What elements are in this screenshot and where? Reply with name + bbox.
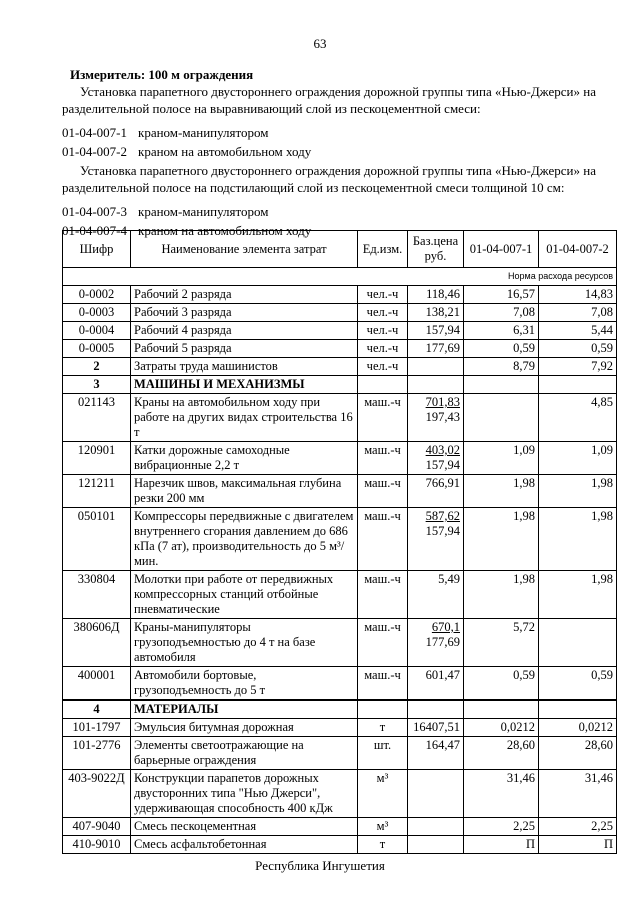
cell-unit: чел.-ч [358,322,408,340]
cell-price: 157,94 [408,322,464,340]
section-code: 3 [63,376,131,394]
cell-code: 0-0005 [63,340,131,358]
cell-name: Автомобили бортовые, грузоподъемность до 5 т [131,667,358,701]
cell-name: Смесь пескоцементная [131,818,358,836]
header-code: Шифр [63,231,131,268]
cell-unit: чел.-ч [358,340,408,358]
table-header-row [63,231,617,268]
price-main: 766,91 [425,476,460,490]
cell-code: 121211 [63,475,131,508]
section-row [63,376,617,394]
cell-v1: 6,31 [464,322,539,340]
table-row [63,770,617,818]
cell-code: 330804 [63,571,131,619]
intro-paragraph-2: Установка парапетного двустороннего ограждения дорожной группы типа «Нью-Джерси» на разделительной полосе на подстилающий слой из пескоцементной смеси толщиной 10 см: [62,163,596,195]
code-1-text: краном-манипулятором [138,125,269,140]
price-secondary: 177,69 [425,635,460,649]
table-row [63,394,617,442]
cell-name: Рабочий 4 разряда [131,322,358,340]
cell-code: 050101 [63,508,131,571]
cell-v2: 2,25 [539,818,617,836]
cell-v2: 4,85 [539,394,617,442]
section-row [63,700,617,719]
cell-name: Затраты труда машинистов [131,358,358,376]
cell-code: 2 [63,358,131,376]
cell-v2: 1,98 [539,571,617,619]
cell-price: 16407,51 [408,719,464,737]
cell-name: Компрессоры передвижные с двигателем внутреннего сгорания давлением до 686 кПа (7 ат), производительность до 5 м³/мин. [131,508,358,571]
cell-unit: м³ [358,818,408,836]
price-secondary: 157,94 [425,524,460,538]
table-row [63,442,617,475]
code-4-text: краном на автомобильном ходу [138,223,312,238]
cell-name: Конструкции парапетов дорожных двусторонних типа "Нью Джерси", удерживающая способность 400 кДж [131,770,358,818]
cell-name: Рабочий 2 разряда [131,286,358,304]
code-1: 01-04-007-1 [62,125,127,140]
meter-title: Измеритель: 100 м ограждения [70,67,254,82]
resource-table [62,230,617,854]
code-4: 01-04-007-4 [62,223,127,238]
table-row [63,304,617,322]
cell-code: 0-0003 [63,304,131,322]
cell-v2: 0,59 [539,340,617,358]
cell-price [408,508,464,571]
cell-unit: чел.-ч [358,358,408,376]
cell-v2: 0,0212 [539,719,617,737]
cell-v2: П [539,836,617,854]
cell-v2: 7,92 [539,358,617,376]
cell-v1 [464,394,539,442]
code-2-text: краном на автомобильном ходу [138,144,312,159]
price-secondary: 197,43 [425,410,460,424]
cell-price [408,619,464,667]
table-row [63,508,617,571]
cell-unit: маш.-ч [358,394,408,442]
cell-code: 021143 [63,394,131,442]
header-col1: 01-04-007-1 [464,231,539,268]
cell-price [408,770,464,818]
cell-v1: 1,98 [464,571,539,619]
cell-name: Катки дорожные самоходные вибрационные 2,2 т [131,442,358,475]
table-row [63,571,617,619]
section-title: МАШИНЫ И МЕХАНИЗМЫ [131,376,358,394]
price-secondary: 157,94 [425,458,460,472]
cell-unit: чел.-ч [358,286,408,304]
code-2: 01-04-007-2 [62,144,127,159]
table-row [63,818,617,836]
code-3-text: краном-манипулятором [138,204,269,219]
cell-v2: 28,60 [539,737,617,770]
price-main: 403,02 [425,443,460,457]
cell-price [408,442,464,475]
table-row [63,322,617,340]
table-body [63,268,617,854]
cell-v1: 1,98 [464,475,539,508]
cell-v2: 1,98 [539,475,617,508]
cell-v2: 31,46 [539,770,617,818]
cell-unit: маш.-ч [358,475,408,508]
cell-code: 400001 [63,667,131,701]
footer: Республика Ингушетия [255,858,385,873]
cell-code: 380606Д [63,619,131,667]
cell-name: Элементы светоотражающие на барьерные ограждения [131,737,358,770]
cell-unit: м³ [358,770,408,818]
cell-price [408,475,464,508]
table-row [63,667,617,701]
cell-price: 118,46 [408,286,464,304]
cell-price [408,358,464,376]
header-col2: 01-04-007-2 [539,231,617,268]
cell-name: Рабочий 3 разряда [131,304,358,322]
price-main: 5,49 [438,572,460,586]
cell-code: 0-0002 [63,286,131,304]
cell-unit: шт. [358,737,408,770]
cell-v2: 0,59 [539,667,617,701]
cell-unit: т [358,836,408,854]
table-row [63,475,617,508]
table-row [63,340,617,358]
price-main: 587,62 [425,509,460,523]
cell-name: Молотки при работе от передвижных компрессорных станций отбойные пневматические [131,571,358,619]
header-price: Баз.цена руб. [408,231,464,268]
code-line-1 [62,124,602,141]
cell-v1: 0,0212 [464,719,539,737]
cell-unit: маш.-ч [358,667,408,701]
cell-price [408,836,464,854]
table-row [63,836,617,854]
cell-v1: 31,46 [464,770,539,818]
section-title: МАТЕРИАЛЫ [131,700,358,719]
price-main: 701,83 [425,395,460,409]
header-name: Наименование элемента затрат [131,231,358,268]
cell-code: 0-0004 [63,322,131,340]
cell-price [408,394,464,442]
cell-v1: 28,60 [464,737,539,770]
intro-paragraph-1: Установка парапетного двустороннего ограждения дорожной группы типа «Нью-Джерси» на разделительной полосе на выравнивающий слой из пескоцементной смеси: [62,84,596,116]
cell-code: 120901 [63,442,131,475]
cell-v1: 16,57 [464,286,539,304]
cell-unit: т [358,719,408,737]
cell-code: 101-1797 [63,719,131,737]
price-main: 670,1 [431,620,460,634]
cell-price [408,667,464,701]
norm-row [63,268,617,286]
cell-price: 164,47 [408,737,464,770]
cell-v1: 1,98 [464,508,539,571]
cell-unit: маш.-ч [358,508,408,571]
cell-unit: маш.-ч [358,571,408,619]
cell-code: 101-2776 [63,737,131,770]
cell-v1: 5,72 [464,619,539,667]
section-code: 4 [63,700,131,719]
cell-name: Рабочий 5 разряда [131,340,358,358]
table-row [63,286,617,304]
cell-v1: 0,59 [464,667,539,701]
cell-v1: 0,59 [464,340,539,358]
cell-v1: 2,25 [464,818,539,836]
cell-unit: чел.-ч [358,304,408,322]
cell-price: 138,21 [408,304,464,322]
cell-v1: 7,08 [464,304,539,322]
intro [62,66,602,241]
table-row [63,737,617,770]
cell-v1: П [464,836,539,854]
cell-price: 177,69 [408,340,464,358]
cell-name: Краны на автомобильном ходу при работе на других видах строительства 16 т [131,394,358,442]
cell-name: Смесь асфальтобетонная [131,836,358,854]
header-unit: Ед.изм. [358,231,408,268]
cell-code: 410-9010 [63,836,131,854]
price-main: 601,47 [425,668,460,682]
cell-code: 403-9022Д [63,770,131,818]
cell-name: Краны-манипуляторы грузоподъемностью до 4 т на базе автомобиля [131,619,358,667]
cell-name: Эмульсия битумная дорожная [131,719,358,737]
code-line-2 [62,143,602,160]
cell-price [408,571,464,619]
page-number: 63 [313,36,327,51]
table-row [63,719,617,737]
table-row [63,358,617,376]
norm-label: Норма расхода ресурсов [63,268,617,286]
cell-unit: маш.-ч [358,442,408,475]
code-3: 01-04-007-3 [62,204,127,219]
cell-v1: 8,79 [464,358,539,376]
cell-code: 407-9040 [63,818,131,836]
cell-v2: 1,09 [539,442,617,475]
cell-v2: 14,83 [539,286,617,304]
cell-price [408,818,464,836]
cell-name: Нарезчик швов, максимальная глубина резки 200 мм [131,475,358,508]
cell-v1: 1,09 [464,442,539,475]
cell-v2: 7,08 [539,304,617,322]
cell-v2: 5,44 [539,322,617,340]
cell-v2 [539,619,617,667]
table-row [63,619,617,667]
code-line-3 [62,203,602,220]
cell-unit: маш.-ч [358,619,408,667]
cell-v2: 1,98 [539,508,617,571]
